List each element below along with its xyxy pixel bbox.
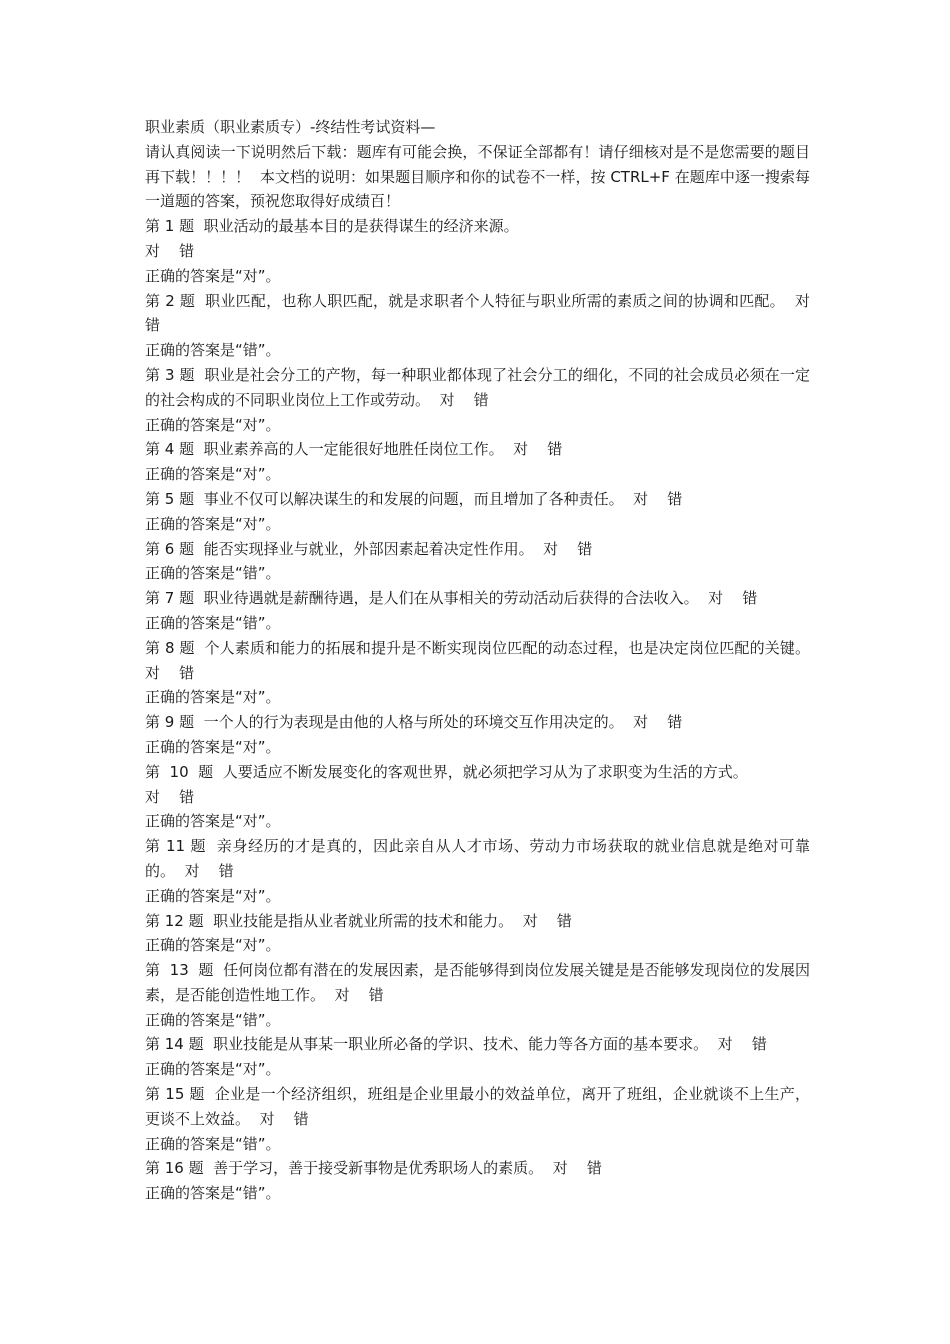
- question-text-line: [145, 958, 810, 1008]
- question-text-line: [145, 289, 810, 339]
- question-item: [145, 586, 810, 636]
- option-false: 错: [667, 489, 683, 508]
- question-text: 第 16 题 善于学习，善于接受新事物是优秀职场人的素质。: [145, 1159, 544, 1178]
- option-false: 错: [293, 1109, 309, 1128]
- question-text-line: [145, 1032, 810, 1057]
- option-true: 对: [439, 390, 455, 409]
- option-false: 错: [742, 589, 758, 608]
- option-false: 错: [179, 241, 195, 260]
- option-false: 错: [145, 316, 161, 335]
- option-false: 错: [586, 1159, 602, 1178]
- option-false: 错: [473, 390, 489, 409]
- question-text-line: [145, 760, 810, 810]
- option-true: 对: [513, 440, 529, 459]
- option-true: 对: [259, 1109, 275, 1128]
- option-true: 对: [145, 663, 161, 682]
- question-item: [145, 958, 810, 1032]
- answer-text: 正确的答案是“对”。: [145, 1060, 281, 1079]
- question-item: [145, 437, 810, 487]
- option-false: 错: [218, 861, 234, 880]
- question-text: 第 14 题 职业技能是从事某一职业所必备的学识、技术、能力等各方面的基本要求。: [145, 1035, 709, 1054]
- question-item: [145, 487, 810, 537]
- document-intro: 请认真阅读一下说明然后下载：题库有可能会换，不保证全部都有！请仔细核对是不是您需要的题目再下载！！！！ 本文档的说明：如果题目顺序和你的试卷不一样，按 CTRL+F 在题库中逐一搜索每一道题的答案，预祝您取得好成绩百！: [145, 142, 810, 211]
- option-false: 错: [751, 1035, 767, 1054]
- document-title: 职业素质（职业素质专）-终结性考试资料—: [145, 118, 436, 136]
- option-true: 对: [543, 539, 559, 558]
- option-true: 对: [794, 291, 810, 310]
- question-item: [145, 214, 810, 288]
- question-text: 第 12 题 职业技能是指从业者就业所需的技术和能力。: [145, 911, 514, 930]
- option-true: 对: [717, 1035, 733, 1054]
- question-text: 第 9 题 一个人的行为表现是由他的人格与所处的环境交互作用决定的。: [145, 713, 624, 732]
- answer-text: 正确的答案是“对”。: [145, 465, 281, 484]
- question-text: 第 8 题 个人素质和能力的拓展和提升是不断实现岗位匹配的动态过程，也是决定岗位匹配的关键。: [145, 638, 810, 657]
- question-text: 第 4 题 职业素养高的人一定能很好地胜任岗位工作。: [145, 440, 504, 459]
- question-text: 第 15 题 企业是一个经济组织，班组是企业里最小的效益单位，离开了班组，企业就谈不上生产，更谈不上效益。: [145, 1085, 810, 1128]
- answer-text: 正确的答案是“对”。: [145, 688, 281, 707]
- option-true: 对: [334, 985, 350, 1004]
- option-false: 错: [556, 911, 572, 930]
- option-false: 错: [368, 985, 384, 1004]
- answer-text: 正确的答案是“错”。: [145, 1184, 281, 1203]
- question-item: [145, 363, 810, 437]
- question-item: [145, 1156, 810, 1206]
- question-item: [145, 636, 810, 710]
- question-text-line: [145, 586, 810, 611]
- question-text: 第 7 题 职业待遇就是薪酬待遇，是人们在从事相关的劳动活动后获得的合法收入。: [145, 589, 699, 608]
- answer-text: 正确的答案是“对”。: [145, 936, 281, 955]
- option-true: 对: [708, 589, 724, 608]
- question-text: 第 3 题 职业是社会分工的产物，每一种职业都体现了社会分工的细化，不同的社会成员必须在一定的社会构成的不同职业岗位上工作或劳动。: [145, 365, 810, 409]
- question-text: 第 6 题 能否实现择业与就业，外部因素起着决定性作用。: [145, 539, 534, 558]
- question-text-line: [145, 710, 810, 735]
- answer-text: 正确的答案是“对”。: [145, 514, 281, 533]
- option-true: 对: [633, 713, 649, 732]
- question-item: [145, 537, 810, 587]
- question-item: [145, 909, 810, 959]
- question-item: [145, 760, 810, 834]
- question-text: 第 2 题 职业匹配，也称人职匹配，就是求职者个人特征与职业所需的素质之间的协调和匹配。: [145, 291, 785, 310]
- question-text-line: [145, 537, 810, 562]
- question-list: [145, 214, 810, 1206]
- answer-text: 正确的答案是“对”。: [145, 812, 281, 831]
- question-text: 第 5 题 事业不仅可以解决谋生的和发展的问题，而且增加了各种责任。: [145, 489, 624, 508]
- option-true: 对: [145, 787, 161, 806]
- question-text-line: [145, 909, 810, 934]
- answer-text: 正确的答案是“错”。: [145, 341, 281, 360]
- option-false: 错: [179, 663, 195, 682]
- answer-text: 正确的答案是“错”。: [145, 1134, 281, 1153]
- question-text: 第 10 题 人要适应不断发展变化的客观世界，就必须把学习从为了求职变为生活的方式。: [145, 762, 748, 781]
- option-true: 对: [522, 911, 538, 930]
- question-text: 第 1 题 职业活动的最基本目的是获得谋生的经济来源。: [145, 217, 519, 236]
- question-text: 第 11 题 亲身经历的才是真的，因此亲自从人才市场、劳动力市场获取的就业信息就是绝对可靠的。: [145, 837, 810, 880]
- option-true: 对: [633, 489, 649, 508]
- question-item: [145, 710, 810, 760]
- option-false: 错: [667, 713, 683, 732]
- answer-text: 正确的答案是“错”。: [145, 564, 281, 583]
- question-text-line: [145, 834, 810, 884]
- question-item: [145, 1082, 810, 1156]
- question-text-line: [145, 363, 810, 413]
- option-true: 对: [184, 861, 200, 880]
- answer-text: 正确的答案是“错”。: [145, 1010, 281, 1029]
- option-false: 错: [547, 440, 563, 459]
- option-true: 对: [552, 1159, 568, 1178]
- question-text-line: [145, 636, 810, 686]
- answer-text: 正确的答案是“对”。: [145, 266, 281, 285]
- question-item: [145, 289, 810, 363]
- question-text-line: [145, 1156, 810, 1181]
- question-item: [145, 834, 810, 908]
- question-text-line: [145, 1082, 810, 1132]
- question-text-line: [145, 437, 810, 462]
- question-text-line: [145, 214, 810, 264]
- question-item: [145, 1032, 810, 1082]
- answer-text: 正确的答案是“对”。: [145, 415, 281, 434]
- document-body: [145, 115, 810, 1206]
- option-true: 对: [145, 241, 161, 260]
- answer-text: 正确的答案是“对”。: [145, 886, 281, 905]
- option-false: 错: [577, 539, 593, 558]
- option-false: 错: [179, 787, 195, 806]
- question-text: 第 13 题 任何岗位都有潜在的发展因素，是否能够得到岗位发展关键是是否能够发现岗位的发展因素，是否能创造性地工作。: [145, 961, 810, 1004]
- answer-text: 正确的答案是“错”。: [145, 613, 281, 632]
- question-text-line: [145, 487, 810, 512]
- answer-text: 正确的答案是“对”。: [145, 737, 281, 756]
